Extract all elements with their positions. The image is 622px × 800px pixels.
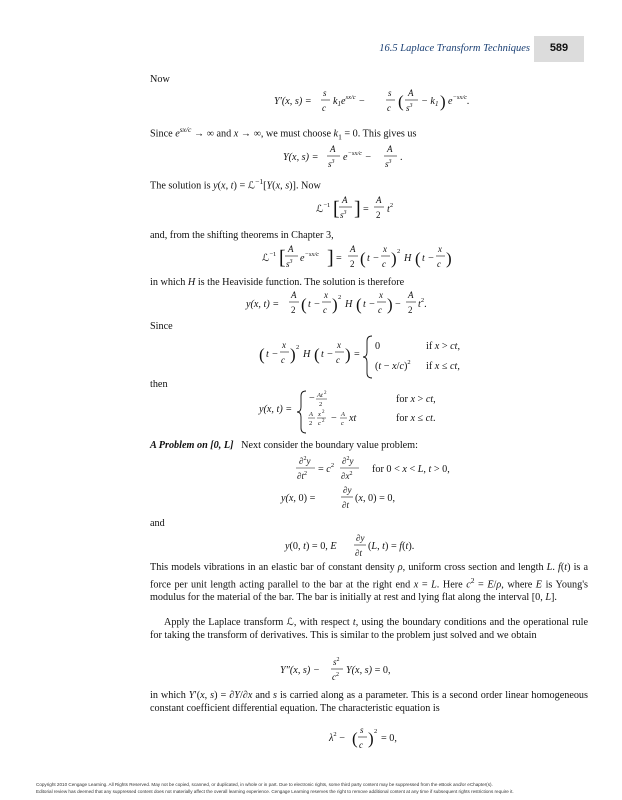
svg-text:At: At: [317, 392, 323, 399]
svg-text:(: (: [314, 345, 320, 364]
text-now: Now: [150, 74, 170, 85]
svg-text:H: H: [303, 349, 311, 360]
svg-text:=: =: [363, 204, 369, 215]
svg-text:x: x: [318, 411, 321, 418]
svg-text:Y′(x, s) =: Y′(x, s) =: [274, 96, 312, 107]
svg-text:∂t: ∂t: [342, 500, 349, 510]
svg-text:t −: t −: [422, 253, 435, 264]
svg-text:]: ]: [354, 198, 361, 220]
svg-text:): ): [332, 295, 338, 314]
svg-text:2: 2: [408, 305, 413, 315]
text-then: then: [150, 379, 168, 390]
svg-text:−: −: [395, 299, 401, 310]
svg-text:= 0,: = 0,: [381, 733, 397, 744]
svg-text:∂2y: ∂$^2$y: [299, 456, 311, 466]
svg-text:): ): [290, 345, 296, 364]
footer-line-2: Editorial review has deemed that any suppressed content does not materially affect the overall learning experience. Cengage Learning reserves the right to remove additional content at any time if subsequent rights restrictions require it.: [36, 788, 514, 794]
svg-text:c: c: [322, 103, 326, 113]
text-heaviside: in which H is the Heaviside function. The solution is therefore: [150, 277, 405, 288]
svg-text:(: (: [360, 249, 366, 268]
svg-text:− k1: − k1: [421, 96, 439, 108]
svg-text:H: H: [404, 253, 412, 264]
svg-text:c: c: [281, 355, 285, 365]
svg-text:A: A: [408, 88, 414, 98]
svg-text:(x, 0) = 0,: (x, 0) = 0,: [355, 493, 395, 504]
svg-text:c: c: [323, 305, 327, 315]
svg-text:c: c: [318, 420, 321, 427]
svg-text:=: =: [336, 253, 342, 264]
svg-text:t −: t −: [308, 299, 321, 310]
svg-text:s3: $s^3$: [385, 159, 392, 169]
svg-text:c: c: [437, 259, 441, 269]
svg-text:A: A: [387, 144, 393, 154]
svg-text:xt: xt: [349, 413, 357, 424]
copyright-footer: [36, 782, 596, 795]
svg-text:= c2: = $c^2$: [318, 462, 335, 475]
svg-text:Y(x, s) = 0,: Y(x, s) = 0,: [346, 665, 391, 676]
svg-text:∂x2: $\partial x^2$: [341, 471, 353, 481]
svg-text:c: c: [378, 305, 382, 315]
svg-text:x: x: [282, 340, 286, 350]
svg-text:s3: $s^3$: [286, 259, 293, 269]
svg-text:2: 2: [309, 420, 313, 427]
svg-text:A: A: [288, 244, 294, 254]
svg-text:Y″(x, s) −: Y″(x, s) −: [280, 665, 320, 676]
svg-text:−: −: [309, 393, 315, 404]
svg-text:ℒ−1: ℒ$^{-1}$: [316, 202, 331, 215]
svg-text:(: (: [356, 295, 362, 314]
svg-text:(: (: [301, 295, 307, 314]
svg-text:): ): [368, 729, 374, 748]
text-shifting: and, from the shifting theorems in Chapter 3,: [150, 230, 334, 241]
svg-text:2: 2: [350, 259, 355, 269]
svg-text:s2: $s^2$: [333, 657, 340, 667]
svg-text:x: x: [438, 244, 442, 254]
section-title: 16.5 Laplace Transform Techniques: [379, 43, 530, 54]
svg-text:): ): [391, 249, 397, 268]
svg-text:[: [: [279, 247, 286, 269]
svg-text:A: A: [342, 195, 348, 205]
svg-text:s: s: [388, 88, 392, 98]
svg-text:A: A: [408, 290, 414, 300]
svg-text:[: [: [333, 198, 340, 220]
svg-text:k1esx/c −: $k1e^{sx/c}$ −: [333, 94, 366, 108]
problem-heading: A Problem on [0, L]: [150, 440, 234, 451]
svg-text:t −: t −: [321, 349, 334, 360]
text-since-2: Since: [150, 321, 173, 332]
svg-text:): ): [446, 249, 452, 268]
svg-text:c: c: [387, 103, 391, 113]
svg-text:y(x, t) =: y(x, t) =: [259, 404, 293, 415]
svg-text:∂y: ∂y: [356, 533, 365, 543]
svg-text:H: H: [345, 299, 353, 310]
svg-text:(: (: [415, 249, 421, 268]
svg-text:∂t2: $\partial t^2$: [297, 471, 307, 481]
svg-text:t −: t −: [363, 299, 376, 310]
text-since-1: Since $e^{sx/c}$ → ∞ and x → ∞, we must choose $k_1 = 0$. This gives us: [150, 125, 417, 142]
svg-text:ℒ−1: ℒ$^{-1}$: [262, 251, 277, 264]
svg-text:2: 2: [338, 294, 342, 301]
svg-text:2: 2: [324, 391, 327, 396]
svg-text:−: −: [331, 413, 337, 424]
svg-text:s3: $s^3$: [406, 103, 413, 113]
text-solution-is: The solution is y(x, t) = ℒ$^{-1}$[Y(x, s)]. Now: [150, 177, 321, 192]
svg-text:y(0, t) = 0, E: y(0, t) = 0, E: [285, 541, 337, 552]
svg-text:2: 2: [397, 248, 401, 255]
svg-text:y(x, t) =: y(x, t) =: [246, 299, 280, 310]
svg-text:e−sx/c.: $e^{-sx/c}$.: [448, 94, 470, 107]
svg-text:2: 2: [319, 401, 323, 408]
svg-text:for x > ct,: for x > ct,: [396, 394, 436, 405]
svg-text:A: A: [376, 195, 382, 205]
svg-text:): ): [345, 345, 351, 364]
svg-text:∂2y: ∂$^2$y: [342, 456, 354, 466]
svg-text:c: c: [336, 355, 340, 365]
svg-text:e−sx/c: $e^{-sx/c}$: [300, 251, 320, 264]
footer-line-1: Copyright 2010 Cengage Learning. All Rights Reserved. May not be copied, scanned, or duplicated, in whole or in part. Due to electronic rights, some third party content may be suppressed from the eBook and/or eChapter(s).: [36, 782, 493, 787]
svg-text:]: ]: [327, 247, 334, 269]
svg-text:2: 2: [376, 210, 381, 220]
svg-text:s3: $s^3$: [328, 159, 335, 169]
text-and: and: [150, 518, 165, 529]
svg-text:t −: t −: [266, 349, 279, 360]
svg-text:x: x: [383, 244, 387, 254]
svg-text:A: A: [291, 290, 297, 300]
svg-text:A: A: [341, 411, 345, 418]
svg-text:(: (: [259, 345, 265, 364]
svg-text:for 0 < x < L, t > 0,: for 0 < x < L, t > 0,: [372, 464, 450, 475]
svg-text:Y(x, s) =: Y(x, s) =: [283, 152, 319, 163]
svg-text:c: c: [341, 420, 344, 427]
svg-text:s: s: [360, 725, 364, 735]
text-inwhich: in which Y′(x, s) = ∂Y/∂x and s is carried along as a parameter. This is a second order linear homogeneous constant coefficient differential equation. The characteristic equation is: [150, 690, 588, 714]
svg-text:A: A: [309, 411, 313, 418]
text-apply: Apply the Laplace transform ℒ, with respect t, using the boundary conditions and the operational rule for taking the transform of derivatives. This is similar to the problem just solved and we obtain: [150, 617, 588, 641]
svg-text:if x > ct,: if x > ct,: [426, 341, 461, 352]
svg-text:(: (: [352, 729, 358, 748]
svg-text:2: 2: [322, 419, 325, 424]
svg-text:c2: $c^2$: [332, 672, 339, 682]
svg-text:for x ≤ ct.: for x ≤ ct.: [396, 413, 436, 424]
svg-text:): ): [440, 92, 446, 111]
svg-text:2: 2: [291, 305, 296, 315]
svg-text:=: =: [354, 349, 360, 360]
svg-text:2: 2: [322, 410, 325, 415]
svg-text:0: 0: [375, 341, 381, 352]
svg-text:2: 2: [296, 344, 300, 351]
text-models: This models vibrations in an elastic bar of constant density ρ, uniform cross section and length L. f(t) is a force per unit length acting parallel to the bar at the right end x = L. Here $c^2 = E/\rho$, where E is Young's modulus for the material of the bar. The bar is initially at rest and lying flat along the interval [0, L].: [150, 562, 589, 604]
svg-text:x: x: [324, 290, 328, 300]
svg-text:t2: $t^2$: [387, 202, 394, 215]
svg-text:λ2 −: $\lambda^2$ −: [329, 731, 345, 744]
svg-text:s: s: [323, 88, 327, 98]
svg-text:c: c: [359, 740, 363, 750]
svg-text:(t − x/c)2: $(t - x/c)^2$: [375, 359, 411, 372]
page-number: 589: [549, 42, 569, 54]
svg-text:s3: $s^3$: [340, 210, 347, 220]
svg-text:e−sx/c −: $e^{-sx/c}$ −: [343, 150, 372, 163]
svg-text:∂t: ∂t: [355, 548, 362, 558]
svg-text:2: 2: [374, 728, 378, 735]
svg-text:t −: t −: [367, 253, 380, 264]
svg-text:): ): [387, 295, 393, 314]
svg-text:c: c: [382, 259, 386, 269]
problem-text: Next consider the boundary value problem:: [241, 440, 418, 451]
svg-text:(: (: [398, 92, 404, 111]
svg-text:x: x: [337, 340, 341, 350]
svg-text:t2.: $t^2$.: [418, 297, 427, 310]
svg-text:A: A: [330, 144, 336, 154]
svg-text:.: .: [400, 152, 403, 163]
svg-text:(L, t) = f(t).: (L, t) = f(t).: [368, 541, 415, 552]
svg-text:if x ≤ ct,: if x ≤ ct,: [426, 361, 460, 372]
svg-text:∂y: ∂y: [343, 485, 352, 495]
svg-text:x: x: [379, 290, 383, 300]
svg-text:A: A: [350, 244, 356, 254]
svg-text:y(x, 0) =: y(x, 0) =: [281, 493, 316, 504]
